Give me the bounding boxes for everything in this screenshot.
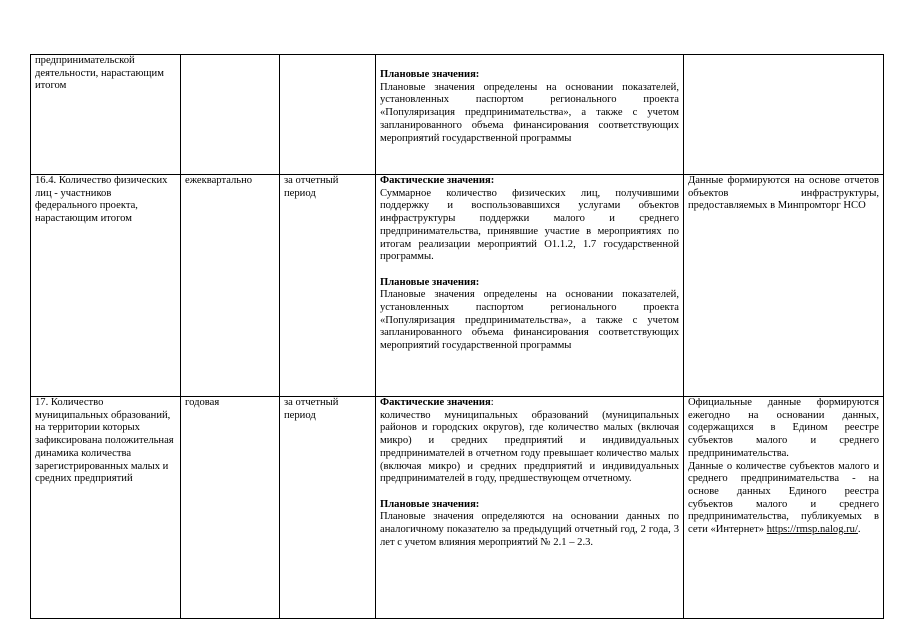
period-text: за отчетный период	[284, 397, 339, 421]
source-cell	[684, 397, 884, 619]
source-cell	[684, 175, 884, 397]
indicators-table	[30, 54, 884, 619]
indicator-cell	[31, 55, 181, 175]
method-cell	[376, 55, 684, 175]
period-text: за отчетный период	[284, 175, 339, 199]
actual-text: количество муниципальных образований (муниципальных районов и городских округов), где количество малых (включая микро) и средних предприятий и индивидуальных предпринимателей в отчетном году превышает количество малых (включая микро) и средних предприятий и индивидуальных предпринимателей в году, предшествующем отчетному.	[380, 409, 679, 485]
document-page	[30, 54, 884, 619]
indicator-text: 16.4. Количество физических лиц - участников федерального проекта, нарастающим итогом	[35, 175, 168, 225]
actual-heading: Фактические значения:	[380, 175, 495, 186]
period-cell	[280, 55, 376, 175]
period-cell	[280, 397, 376, 619]
planned-heading: Плановые значения:	[380, 276, 480, 288]
source-cell	[684, 55, 884, 175]
registry-link[interactable]: https://rmsp.nalog.ru/	[766, 524, 858, 536]
period-cell	[280, 175, 376, 397]
source-text: Данные формируются на основе отчетов объектов инфраструктуры, предоставляемых в Минпромторг НСО	[688, 175, 879, 212]
indicator-cell	[31, 175, 181, 397]
indicator-text: 17. Количество муниципальных образований, на территории которых зафиксирована положительная динамика количества зарегистрированных малых и средних предприятий	[35, 397, 174, 485]
source-text-registry: Данные о количестве субъектов малого и среднего предпринимательства - на основе данных Единого реестра субъектов малого и среднего предпринимательства, публикуемых в сети «Интернет» https://rmsp.nalog.ru/.	[688, 460, 879, 536]
actual-heading-line	[380, 397, 679, 410]
frequency-cell	[181, 397, 280, 619]
frequency-cell	[181, 55, 280, 175]
table-row	[31, 55, 884, 175]
method-cell	[376, 397, 684, 619]
actual-heading: Фактические значения	[380, 397, 491, 408]
planned-text: Плановые значения определены на основании показателей, установленных паспортом регионального проекта «Популяризация предпринимательства», а также с учетом запланированного объема финансирования соответствующих мероприятий государственной программы	[380, 289, 679, 352]
planned-heading: Плановые значения:	[380, 69, 480, 80]
actual-text: Суммарное количество физических лиц, получившими поддержку и воспользовавшихся услугами объектов инфраструктуры поддержки малого и среднего предпринимательства, принявшие участие в мероприятиях по итогам реализации мероприятий О1.1.2, 1.7 государственной программы.	[380, 187, 679, 263]
table-row	[31, 397, 884, 619]
indicator-cell	[31, 397, 181, 619]
planned-text: Плановые значения определены на основании показателей, установленных паспортом регионального проекта «Популяризация предпринимательства», а также с учетом запланированного объема финансирования соответствующих мероприятий государственной программы	[380, 81, 679, 144]
table-row	[31, 175, 884, 397]
indicator-text: предпринимательской деятельности, нарастающим итогом	[35, 55, 164, 92]
planned-text: Плановые значения определяются на основании данных по аналогичному показателю за предыдущий отчетный год, 2 года, 3 лет с учетом влияния мероприятий № 2.1 – 2.3.	[380, 511, 679, 548]
frequency-text: годовая	[185, 397, 220, 408]
actual-heading-colon: :	[490, 397, 494, 408]
source-text-official: Официальные данные формируются ежегодно на основании данных, содержащихся в Едином реестре субъектов малого и среднего предпринимательства.	[688, 397, 879, 459]
planned-heading: Плановые значения:	[380, 498, 480, 510]
frequency-text: ежеквартально	[185, 175, 253, 186]
method-cell	[376, 175, 684, 397]
frequency-cell	[181, 175, 280, 397]
